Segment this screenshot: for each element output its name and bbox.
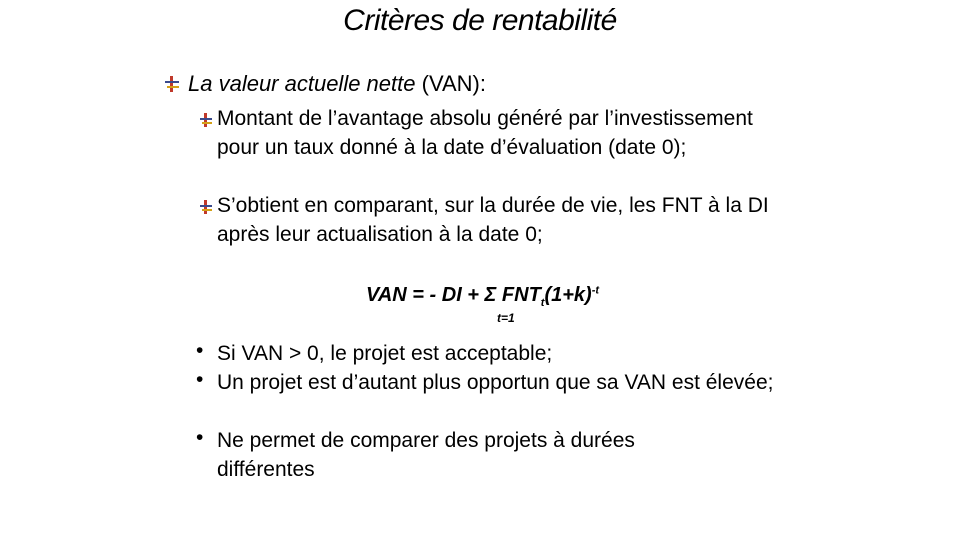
heading-rest: (VAN): <box>415 71 486 96</box>
bullet-item-1: Si VAN > 0, le projet est acceptable; <box>217 342 553 365</box>
sub-bullet-icon <box>199 200 213 214</box>
formula-under: t=1 <box>497 311 515 325</box>
sub-item-2: S’obtient en comparant, sur la durée de vie, les FNT à la DI après leur actualisation à la date 0; <box>217 194 769 246</box>
bullet-icon <box>164 76 180 92</box>
sub-bullet-icon <box>199 113 213 127</box>
sub-item-1: Montant de l’avantage absolu généré par l’investissement pour un taux donné à la date d’évaluation (date 0); <box>217 107 753 159</box>
formula-main: VAN = - DI + Σ FNT <box>366 284 541 306</box>
formula-paren: (1+k) <box>544 284 592 306</box>
formula-sup: -t <box>591 284 600 297</box>
bullet-item-2: Un projet est d’autant plus opportun que sa VAN est élevée; <box>217 371 774 394</box>
bullet-dot: • <box>196 368 204 391</box>
heading-em: La valeur actuelle nette <box>188 71 416 96</box>
bullet-dot: • <box>196 426 204 449</box>
heading-van <box>188 70 486 98</box>
van-formula <box>366 284 599 309</box>
slide-title: Critères de rentabilité <box>343 4 617 37</box>
bullet-dot: • <box>196 339 204 362</box>
bullet-item-3: Ne permet de comparer des projets à durées différentes <box>217 429 635 481</box>
formula-sub: t <box>540 297 545 309</box>
